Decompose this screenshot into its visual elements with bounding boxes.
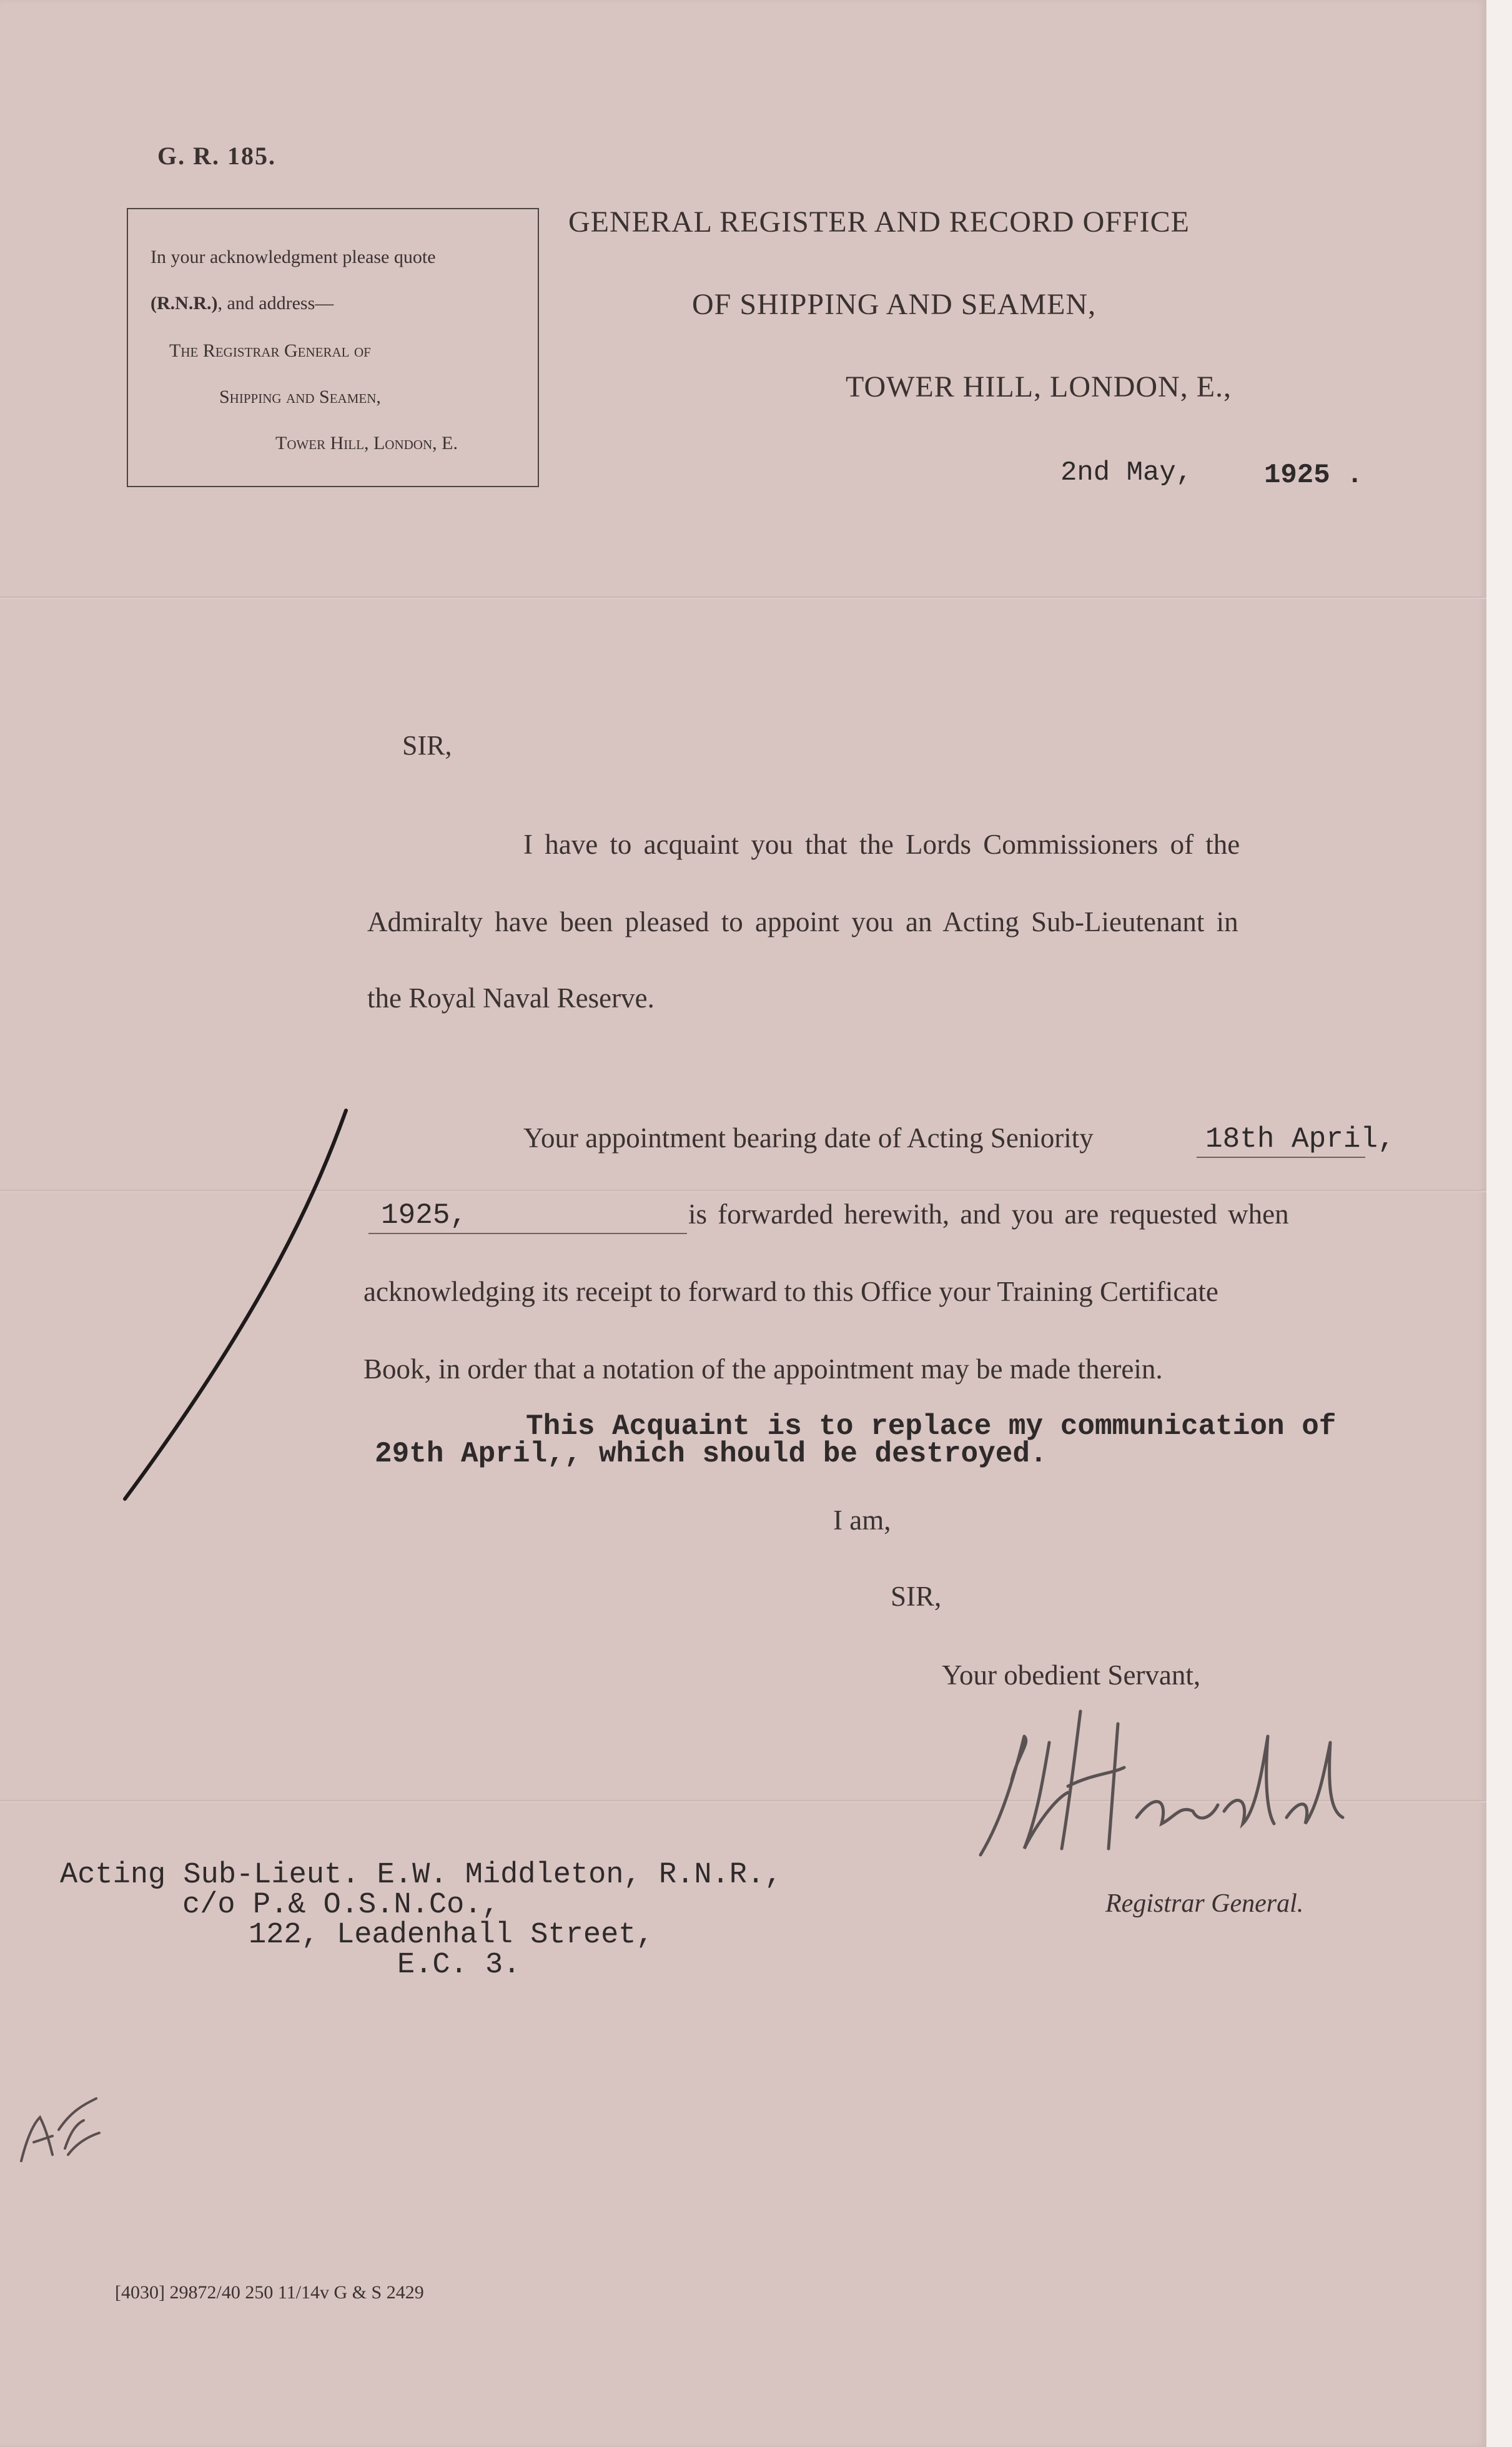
- ref-box-line-2: [151, 293, 334, 314]
- fold-line-upper: [0, 596, 1486, 599]
- closing-obedient-servant: Your obedient Servant,: [942, 1659, 1201, 1691]
- printer-imprint: [4030] 29872/40 250 11/14v G & S 2429: [115, 2282, 424, 2303]
- signatory-title: Registrar General.: [1105, 1889, 1304, 1918]
- office-header-line-1: GENERAL REGISTER AND RECORD OFFICE: [568, 205, 1190, 239]
- form-code: G. R. 185.: [157, 142, 276, 170]
- seniority-year: 1925,: [381, 1199, 468, 1232]
- ref-box-line-3: The Registrar General of: [169, 340, 371, 361]
- seniority-date-rule: [1197, 1157, 1365, 1158]
- closing-sir: SIR,: [891, 1581, 942, 1612]
- typed-note-line-1: This Acquaint is to replace my communication of: [526, 1410, 1337, 1443]
- background-edge: [1486, 0, 1512, 2447]
- body-p1-line-2: Admiralty have been pleased to appoint you an Acting Sub-Lieutenant in: [367, 906, 1238, 937]
- body-p2-line-2: is forwarded herewith, and you are requested when: [688, 1199, 1289, 1230]
- addressee-line-1: Acting Sub-Lieut. E.W. Middleton, R.N.R.,: [60, 1859, 783, 1892]
- seniority-year-rule: [368, 1233, 687, 1234]
- addressee-line-3: 122, Leadenhall Street,: [249, 1919, 654, 1952]
- acting-seniority-date: 18th April,: [1205, 1123, 1395, 1155]
- body-p2-line-3: acknowledging its receipt to forward to this Office your Training Certificate: [363, 1276, 1218, 1307]
- body-p2-line-1: Your appointment bearing date of Acting Seniority: [523, 1122, 1094, 1154]
- body-p2-line-4: Book, in order that a notation of the appointment may be made therein.: [363, 1353, 1163, 1385]
- ref-box-line-2-rest: , and address—: [217, 293, 334, 314]
- letter-year: 1925 .: [1264, 460, 1363, 491]
- ref-box-line-4: Shipping and Seamen,: [219, 387, 381, 407]
- letter-date: 2nd May,: [1060, 457, 1193, 488]
- salutation: SIR,: [402, 730, 452, 761]
- closing-i-am: I am,: [833, 1505, 891, 1536]
- signature-image: [974, 1699, 1349, 1861]
- office-header-line-2: OF SHIPPING AND SEAMEN,: [692, 288, 1097, 321]
- ref-box-line-1: In your acknowledgment please quote: [151, 247, 436, 267]
- addressee-line-4: E.C. 3.: [397, 1949, 521, 1982]
- body-p1-line-1: I have to acquaint you that the Lords Commissioners of the: [523, 829, 1240, 860]
- margin-scribble-image: [15, 2086, 102, 2173]
- reference-box: [127, 208, 539, 487]
- ref-box-rnr: (R.N.R.): [151, 293, 218, 314]
- ref-box-line-5: Tower Hill, London, E.: [275, 433, 458, 453]
- body-p1-line-3: the Royal Naval Reserve.: [367, 982, 655, 1014]
- office-header-line-3: TOWER HILL, LONDON, E.,: [846, 370, 1232, 403]
- pen-stroke-mark: [112, 1099, 362, 1511]
- addressee-line-2: c/o P.& O.S.N.Co.,: [182, 1889, 500, 1922]
- typed-note-line-2: 29th April,, which should be destroyed.: [375, 1438, 1047, 1470]
